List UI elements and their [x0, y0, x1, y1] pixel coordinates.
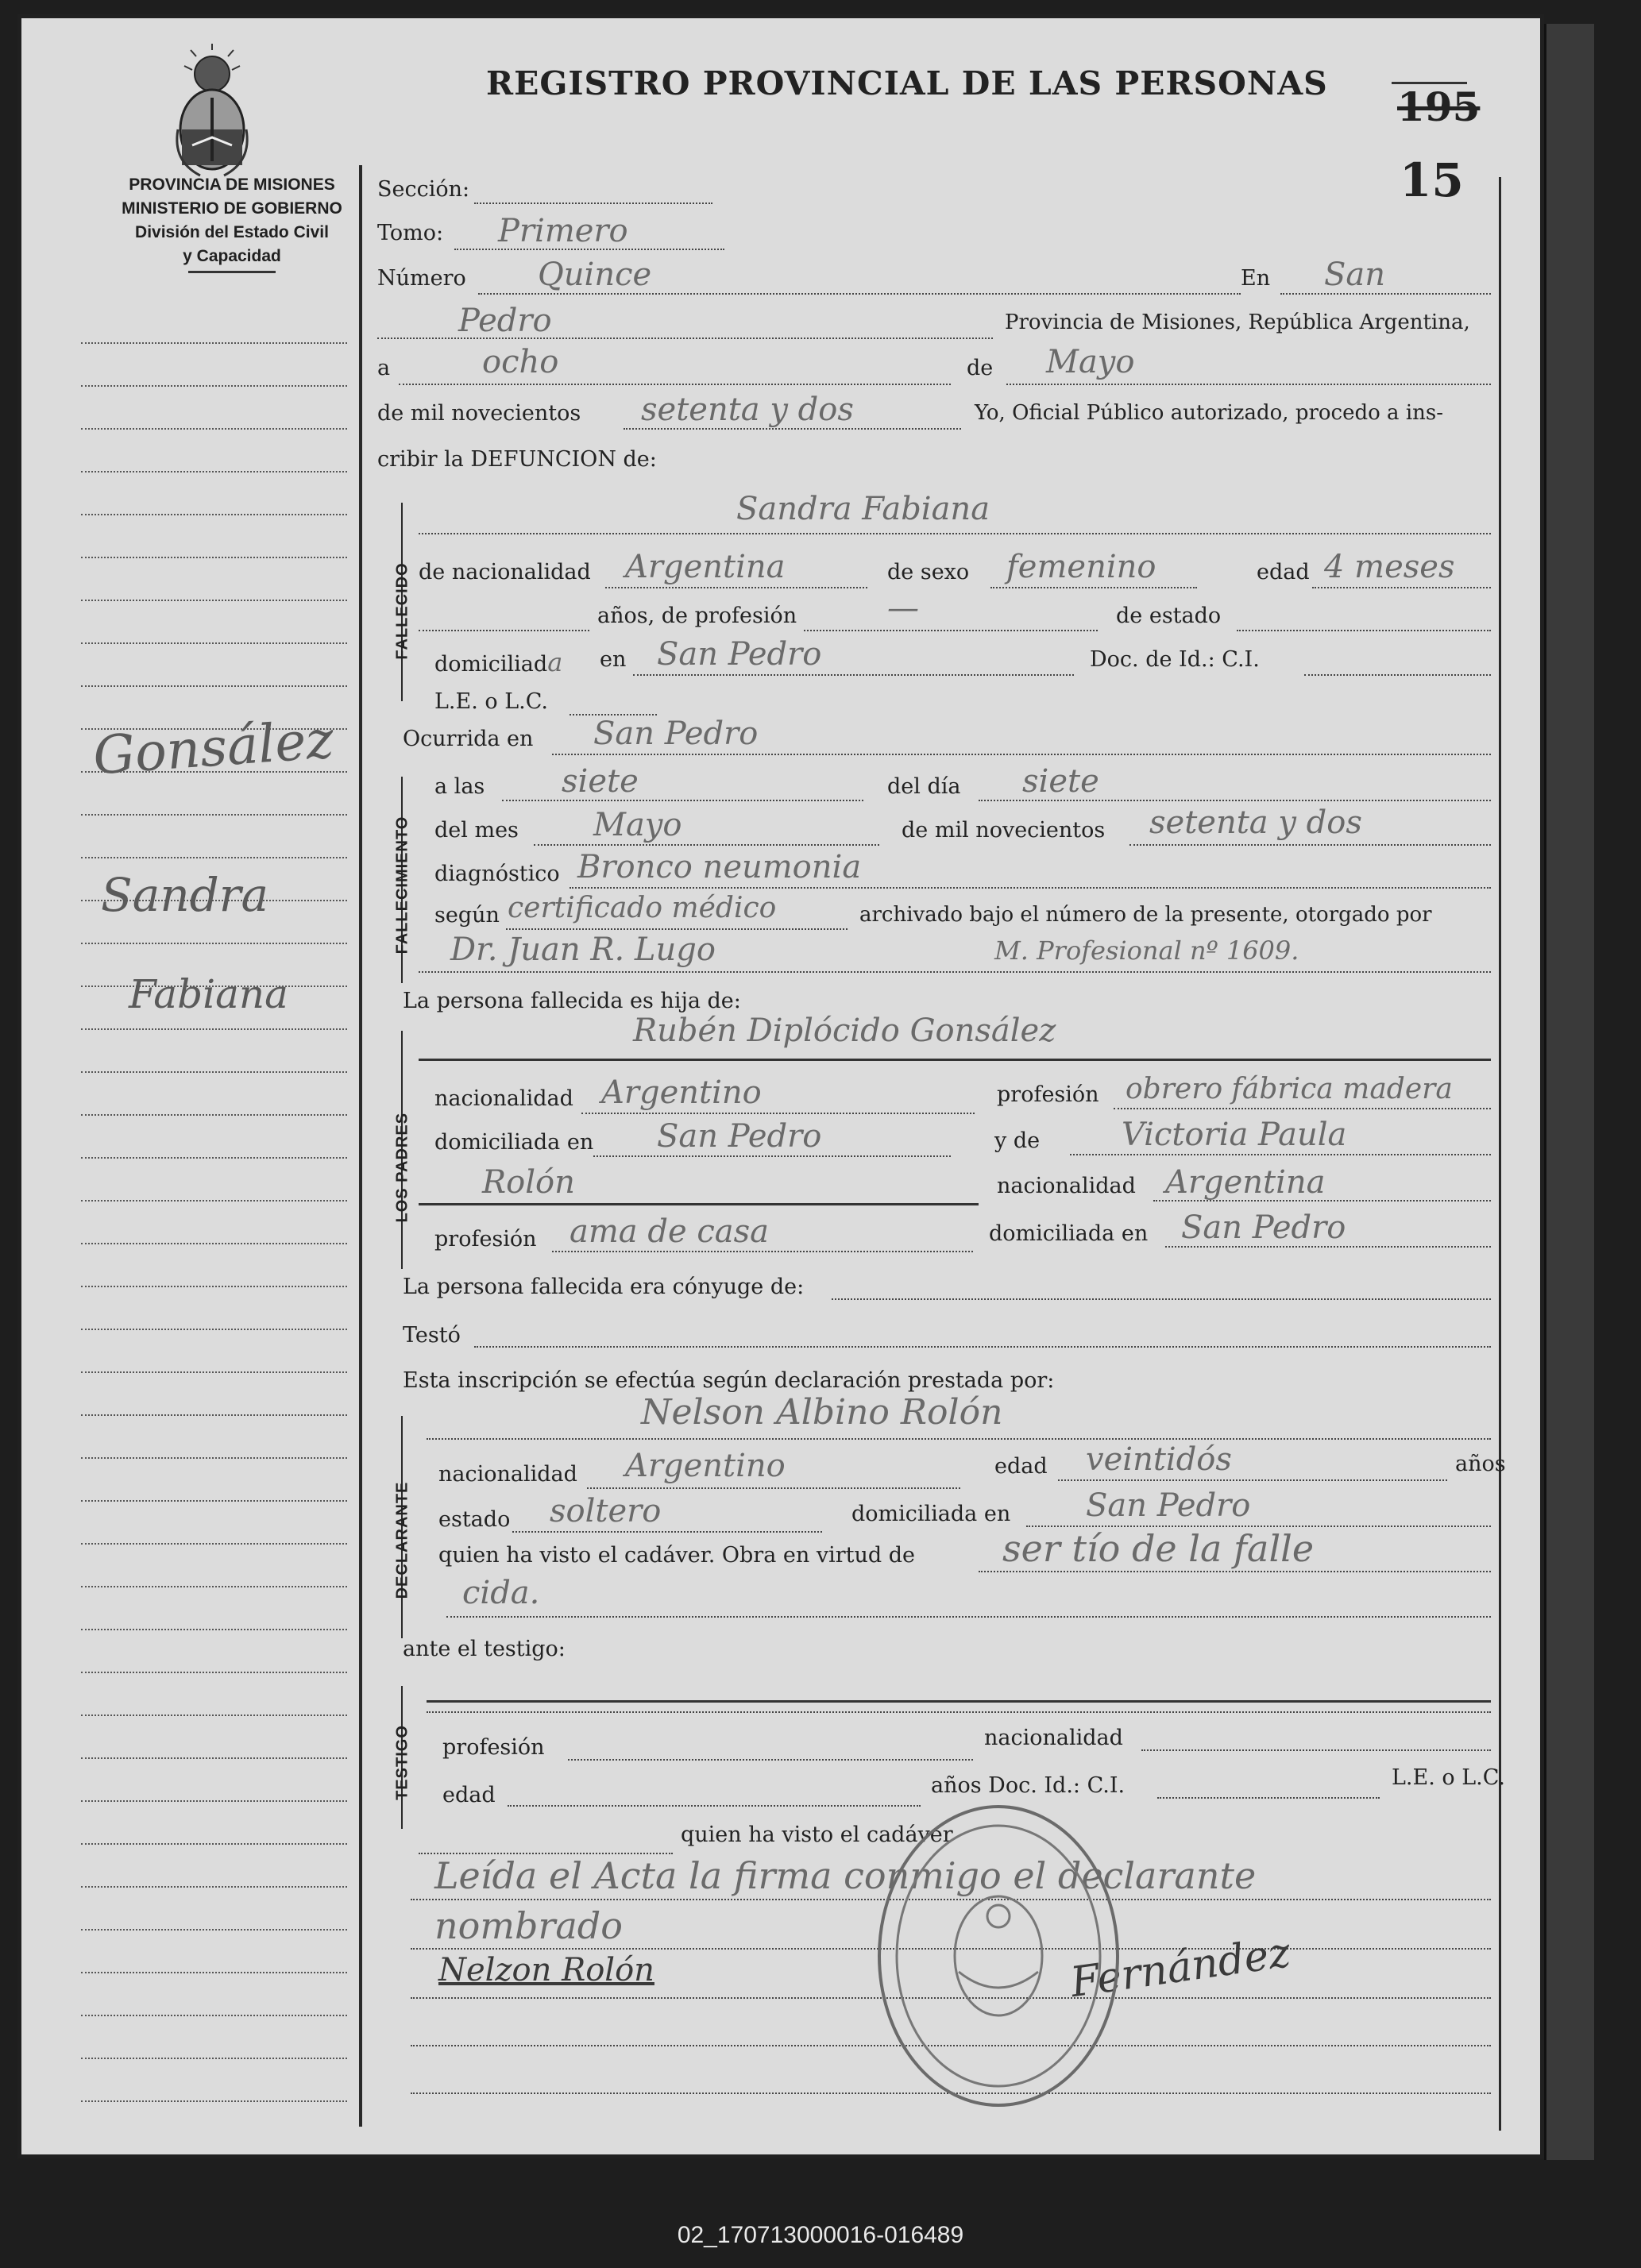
- margin-surname: Gonsález: [91, 708, 336, 787]
- declarante-estado-label: estado: [438, 1507, 511, 1532]
- madre-profesion-value: ama de casa: [570, 1213, 769, 1250]
- fallecido-domicilio-value: San Pedro: [657, 636, 822, 673]
- padre-domiciliada-label: domiciliada en: [434, 1130, 594, 1155]
- fallecimiento-diagnostico-label: diagnóstico: [434, 862, 560, 886]
- margin-name-1: Sandra: [101, 868, 269, 922]
- authority-line-3: División del Estado Civil: [135, 223, 329, 241]
- section-fallecido-label: FALLECIDO: [393, 562, 411, 660]
- column-divider: [359, 165, 362, 2127]
- testigo-nacionalidad-label: nacionalidad: [984, 1726, 1123, 1750]
- madre-nacionalidad-label: nacionalidad: [997, 1174, 1136, 1198]
- testigo-visto-text: quien ha visto el cadáver: [681, 1822, 953, 1847]
- declarante-visto-text: quien ha visto el cadáver. Obra en virtud de: [438, 1543, 916, 1568]
- day-value: ocho: [482, 344, 559, 380]
- fallecido-sexo-label: de sexo: [887, 560, 970, 584]
- signature-declarante: Nelzon Rolón: [438, 1952, 654, 1988]
- en-label: En: [1241, 266, 1271, 291]
- fallecimiento-dia-value: siete: [1022, 763, 1099, 800]
- madre-name-1: Victoria Paula: [1122, 1117, 1347, 1153]
- fallecimiento-archivado-text: archivado bajo el número de la presente, otorgado por: [859, 903, 1432, 927]
- fallecido-doc-label: Doc. de Id.: C.I.: [1090, 647, 1260, 672]
- padre-name: Rubén Diplócido Gonsález: [633, 1012, 1056, 1049]
- fallecido-domiciliado-label: domiciliada: [434, 647, 563, 677]
- madre-y-de-label: y de: [994, 1128, 1041, 1153]
- fallecido-name: Sandra Fabiana: [736, 491, 990, 527]
- testigo-le-label: L.E. o L.C.: [1392, 1765, 1506, 1790]
- fallecimiento-del-mes-label: del mes: [434, 818, 519, 843]
- official-seal-icon: [871, 1797, 1126, 2115]
- act-number: 15: [1400, 153, 1464, 207]
- declaracion-label: Esta inscripción se efectúa según declaración prestada por:: [403, 1368, 1055, 1393]
- fallecimiento-diagnostico-value: Bronco neumonia: [577, 849, 862, 885]
- padres-intro: La persona fallecida es hija de:: [403, 989, 741, 1013]
- province-text: Provincia de Misiones, República Argentina,: [1005, 310, 1470, 334]
- declarante-edad-value: veintidós: [1086, 1441, 1232, 1478]
- declarante-estado-value: soltero: [550, 1493, 662, 1529]
- ocurrida-value: San Pedro: [593, 716, 759, 752]
- tomo-value: Primero: [498, 213, 628, 249]
- signature-official: Fernández: [1068, 1928, 1294, 2008]
- testigo-profesion-label: profesión: [442, 1735, 545, 1760]
- declarante-domiciliada-label: domiciliada en: [851, 1502, 1011, 1526]
- declarante-domicilio-value: San Pedro: [1086, 1487, 1251, 1524]
- declarante-name: Nelson Albino Rolón: [641, 1392, 1003, 1433]
- fallecido-en-label: en: [600, 647, 627, 672]
- coat-of-arms-icon: [168, 42, 256, 177]
- authority-line-2: MINISTERIO DE GOBIERNO: [122, 199, 342, 218]
- authority-line-4: y Capacidad: [183, 247, 281, 265]
- fallecido-edad-label: edad: [1257, 560, 1310, 584]
- fallecido-estado-label: de estado: [1116, 604, 1222, 628]
- authority-block: [69, 176, 395, 273]
- de-label: de: [967, 356, 994, 380]
- fallecido-anios-label: años, de profesión: [597, 604, 797, 628]
- declarante-virtud-value-2: cida.: [462, 1575, 540, 1611]
- a-label: a: [377, 356, 391, 380]
- place-value: Pedro: [458, 303, 552, 339]
- fallecimiento-matricula-value: M. Profesional nº 1609.: [994, 935, 1299, 966]
- declarante-virtud-value: ser tío de la falle: [1002, 1527, 1315, 1570]
- padre-domicilio-value: San Pedro: [657, 1118, 822, 1155]
- declarante-nacionalidad-value: Argentino: [625, 1448, 786, 1484]
- testo-label: Testó: [403, 1323, 461, 1348]
- numero-value: Quince: [538, 256, 652, 293]
- numero-label: Número: [377, 266, 466, 291]
- fallecimiento-anio-label: de mil novecientos: [902, 818, 1106, 843]
- padre-nacionalidad-value: Argentino: [601, 1074, 762, 1111]
- fallecido-edad-value: 4 meses: [1324, 549, 1455, 585]
- declarante-nacionalidad-label: nacionalidad: [438, 1462, 577, 1487]
- testigo-ante-label: ante el testigo:: [403, 1637, 566, 1661]
- month-value: Mayo: [1046, 344, 1135, 380]
- margin-name-2: Fabiana: [129, 971, 288, 1017]
- padre-profesion-label: profesión: [997, 1082, 1099, 1107]
- madre-profesion-label: profesión: [434, 1227, 537, 1252]
- death-certificate-page: PROVINCIA DE MISIONES MINISTERIO DE GOBIERNO División del Estado Civil y Capacidad REGISTRO PROVINCIAL DE LAS PERSONAS 195 15 Gonsález Sandra Fabiana Sección: Tomo: Primero Número Quince En San Pedro Provincia de Misiones, República Argentina, a ocho de Mayo de mil novecientos setenta y dos Yo, Oficial Público autorizado, procedo a ins- cribir la DEFUNCION de: FALLECIDO Sandra Fabiana de nacionalidad Argentina de sexo femenino edad 4 meses años, de profesión — de estado domiciliada en San Pedro Doc. de Id.: C.I. L.E. o L.C. Ocurrida en San Pedro FALLECIMIENTO a las siete del día siete del mes Mayo de mil novecientos setenta y dos diagnóstico Bronco neumonia según certificado médico archivado bajo el número de la presente, otorgado por Dr. Juan R. Lugo M. Profesional nº 1609. La persona fallecida es hija de: LOS PADRES Rubén Diplócido Gonsález nacionalidad Argentino profesión obrero fábrica madera domiciliada en San Pedro y de Victoria Paula Rolón nacionalidad Argentina profesión ama de casa domiciliada en San Pedro La persona fallecida era cónyuge de: Testó Esta inscripción se efectúa según declaración prestada por: DECLARANTE Nelson Albino Rolón nacionalidad Argentino edad veintidós años estado soltero domiciliada en San Pedro quien ha visto el cadáver. Obra en virtud de ser tío de la falle cida. ante el testigo: TESTIGO profesión nacionalidad edad años Doc. Id.: C.I. L.E. o L.C. quien ha visto el cadáver Leída el Acta la firma conmigo el declarante nombrado Nelzon Rolón Fernández: [17, 14, 1544, 2158]
- tomo-label: Tomo:: [377, 221, 444, 245]
- padre-nacionalidad-label: nacionalidad: [434, 1086, 573, 1111]
- fallecimiento-del-dia-label: del día: [887, 774, 961, 799]
- testigo-doc-label: años Doc. Id.: C.I.: [931, 1773, 1126, 1798]
- fallecimiento-medico-value: Dr. Juan R. Lugo: [450, 932, 716, 968]
- seccion-label: Sección:: [377, 177, 470, 202]
- fallecimiento-hora-value: siete: [562, 763, 639, 800]
- ocurrida-label: Ocurrida en: [403, 727, 534, 751]
- testigo-edad-label: edad: [442, 1783, 496, 1807]
- fallecimiento-mes-value: Mayo: [593, 807, 682, 843]
- document-title: REGISTRO PROVINCIAL DE LAS PERSONAS: [486, 64, 1328, 102]
- fallecido-le-label: L.E. o L.C.: [434, 689, 549, 714]
- madre-domicilio-value: San Pedro: [1181, 1209, 1346, 1246]
- fallecimiento-anio-value: setenta y dos: [1149, 804, 1362, 841]
- year-value: setenta y dos: [641, 392, 854, 428]
- padre-profesion-value: obrero fábrica madera: [1126, 1073, 1453, 1105]
- fallecido-nacionalidad-value: Argentina: [625, 549, 786, 585]
- en-value: San: [1324, 256, 1386, 293]
- closing-line-2: nombrado: [434, 1904, 623, 1947]
- closing-line-1: Leída el Acta la firma conmigo el declarante: [434, 1854, 1257, 1897]
- conyuge-label: La persona fallecida era cónyuge de:: [403, 1275, 805, 1299]
- year-struck: 195: [1397, 83, 1481, 130]
- file-id-caption: 02_170713000016-016489: [677, 2222, 964, 2248]
- section-testigo-label: TESTIGO: [393, 1725, 411, 1800]
- fallecimiento-a-las-label: a las: [434, 774, 485, 799]
- right-border: [1499, 177, 1501, 2131]
- officer-text: Yo, Oficial Público autorizado, procedo a ins-: [975, 401, 1444, 425]
- declarante-anios-label: años: [1455, 1452, 1506, 1476]
- fallecimiento-segun-label: según: [434, 903, 500, 928]
- section-padres-label: LOS PADRES: [393, 1112, 411, 1223]
- section-fallecimiento-label: FALLECIMIENTO: [393, 816, 411, 955]
- madre-domiciliada-label: domiciliada en: [989, 1221, 1149, 1246]
- fallecido-nacionalidad-label: de nacionalidad: [419, 560, 591, 584]
- fallecimiento-certificado-value: certificado médico: [508, 892, 777, 924]
- madre-nacionalidad-value: Argentina: [1165, 1164, 1326, 1201]
- declarante-edad-label: edad: [994, 1454, 1048, 1479]
- section-declarante-label: DECLARANTE: [393, 1481, 411, 1599]
- authority-line-1: PROVINCIA DE MISIONES: [129, 176, 335, 194]
- book-binding: [1544, 24, 1594, 2160]
- fallecido-sexo-value: femenino: [1006, 549, 1156, 585]
- year-prefix: de mil novecientos: [377, 401, 581, 426]
- madre-name-2: Rolón: [482, 1164, 575, 1201]
- inscribir-text: cribir la DEFUNCION de:: [377, 447, 657, 472]
